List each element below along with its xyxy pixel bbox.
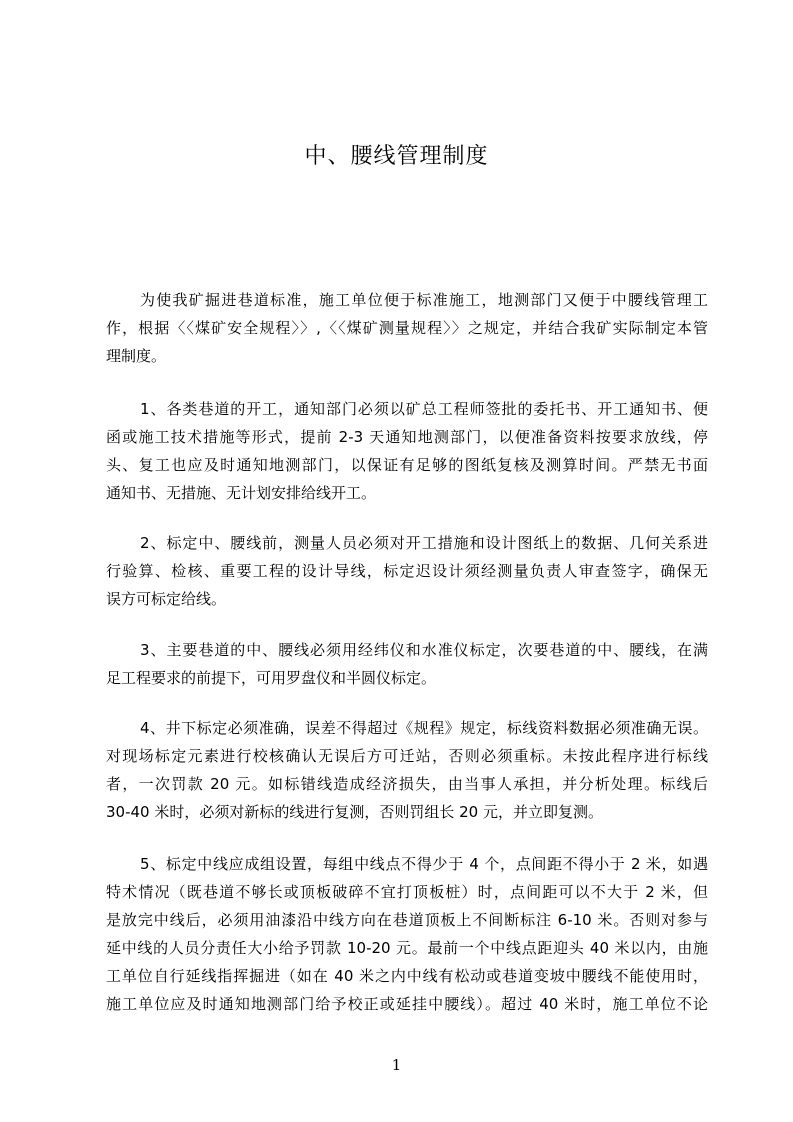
text-line: 4、井下标定必须准确，误差不得超过《规程》规定，标线资料数据必须准确无误。 [140, 719, 708, 737]
text-line: 足工程要求的前提下，可用罗盘仪和半圆仪标定。 [106, 669, 437, 687]
text-line: 工单位自行延线指挥掘进（如在 40 米之内中线有松动或巷道变坡中腰线不能使用时， [106, 967, 708, 985]
text-line: 施工单位应及时通知地测部门给予校正或延挂中腰线）。超过 40 米时，施工单位不论 [106, 995, 708, 1013]
text-line: 通知书、无措施、无计划安排给线开工。 [106, 484, 377, 502]
text-line: 者，一次罚款 20 元。如标错线造成经济损失，由当事人承担，并分析处理。标线后 [106, 775, 708, 793]
page-title: 中、腰线管理制度 [304, 144, 489, 169]
text-line: 特术情况（既巷道不够长或顶板破碎不宜打顶板桩）时，点间距可以不大于 2 米，但 [106, 883, 708, 901]
text-line: 理制度。 [106, 347, 167, 365]
text-line: 函或施工技术措施等形式，提前 2-3 天通知地测部门，以便准备资料按要求放线，停 [106, 428, 708, 446]
text-line: 2、标定中、腰线前，测量人员必须对开工措施和设计图纸上的数据、几何关系进 [140, 534, 708, 552]
text-line: 30-40 米时，必须对新标的线进行复测，否则罚组长 20 元，并立即复测。 [106, 803, 603, 821]
text-line: 为使我矿掘进巷道标准，施工单位便于标准施工，地测部门又便于中腰线管理工 [140, 291, 708, 309]
text-line: 3、主要巷道的中、腰线必须用经纬仪和水准仪标定，次要巷道的中、腰线，在满 [140, 641, 708, 659]
page-number: 1 [391, 1056, 402, 1074]
text-line: 误方可标定给线。 [106, 590, 227, 608]
text-line: 对现场标定元素进行校核确认无误后方可迁站，否则必须重标。未按此程序进行标线 [106, 747, 708, 765]
text-line: 1、各类巷道的开工，通知部门必须以矿总工程师签批的委托书、开工通知书、便 [140, 400, 708, 418]
text-line: 作，根据〈〈煤矿安全规程〉〉,〈〈煤矿测量规程〉〉之规定，并结合我矿实际制定本管 [106, 319, 708, 337]
text-line: 行验算、检核、重要工程的设计导线，标定迟设计须经测量负责人审查签字，确保无 [106, 562, 708, 580]
text-line: 是放完中线后，必须用油漆沿中线方向在巷道顶板上不间断标注 6-10 米。否则对参与 [106, 911, 708, 929]
text-line: 头、复工也应及时通知地测部门，以保证有足够的图纸复核及测算时间。严禁无书面 [106, 456, 708, 474]
text-line: 5、标定中线应成组设置，每组中线点不得少于 4 个，点间距不得小于 2 米，如遇 [140, 855, 708, 873]
text-line: 延中线的人员分责任大小给予罚款 10-20 元。最前一个中线点距迎头 40 米以内，由施 [106, 939, 708, 957]
